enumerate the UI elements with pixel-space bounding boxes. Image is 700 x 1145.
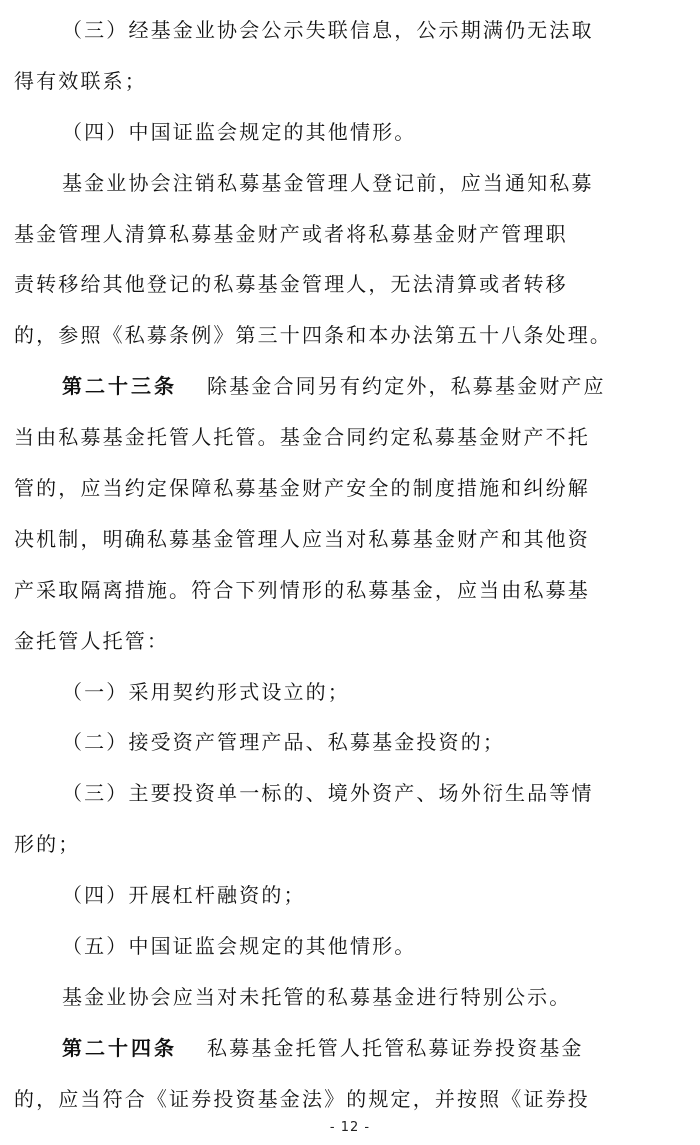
paragraph-line: （一）采用契约形式设立的； (62, 679, 350, 704)
article-24-first-line (14, 1023, 690, 1074)
paragraph-line: 基金业协会注销私募基金管理人登记前，应当通知私募 (62, 170, 594, 195)
article-23-heading: 第二十三条 (62, 374, 177, 399)
paragraph-line: （四）中国证监会规定的其他情形。 (62, 119, 417, 144)
paragraph-line: 责转移给其他登记的私募基金管理人，无法清算或者转移 (14, 272, 568, 297)
paragraph-line: （三）主要投资单一标的、境外资产、场外衍生品等情 (62, 781, 594, 806)
paragraph-line: 基金管理人清算私募基金财产或者将私募基金财产管理职 (14, 221, 568, 246)
document-body (14, 5, 690, 1125)
page-number: - 12 - (329, 1120, 371, 1135)
paragraph-line: 基金业协会应当对未托管的私募基金进行特别公示。 (62, 984, 572, 1009)
paragraph-line: 得有效联系； (14, 68, 147, 93)
paragraph-line: 决机制，明确私募基金管理人应当对私募基金财产和其他资 (14, 526, 590, 551)
paragraph-line: 形的； (14, 832, 81, 857)
article-23-first-line (14, 361, 690, 412)
paragraph-line: 管的，应当约定保障私募基金财产安全的制度措施和纠纷解 (14, 476, 590, 501)
article-24-text: 私募基金托管人托管私募证券投资基金 (207, 1035, 584, 1060)
paragraph-line: 金托管人托管： (14, 628, 170, 653)
paragraph-line: 的，参照《私募条例》第三十四条和本办法第五十八条处理。 (14, 323, 613, 348)
paragraph-line: 产采取隔离措施。符合下列情形的私募基金，应当由私募基 (14, 577, 590, 602)
paragraph-line: 的，应当符合《证券投资基金法》的规定，并按照《证券投 (14, 1086, 590, 1111)
paragraph-line: （二）接受资产管理产品、私募基金投资的； (62, 730, 505, 755)
paragraph-line: （五）中国证监会规定的其他情形。 (62, 934, 417, 959)
paragraph-line: （四）开展杠杆融资的； (62, 883, 306, 908)
article-24-heading: 第二十四条 (62, 1035, 177, 1060)
paragraph-line: （三）经基金业协会公示失联信息，公示期满仍无法取 (62, 18, 594, 42)
article-23-text: 除基金合同另有约定外，私募基金财产应 (207, 374, 606, 399)
paragraph-line: 当由私募基金托管人托管。基金合同约定私募基金财产不托 (14, 425, 590, 450)
